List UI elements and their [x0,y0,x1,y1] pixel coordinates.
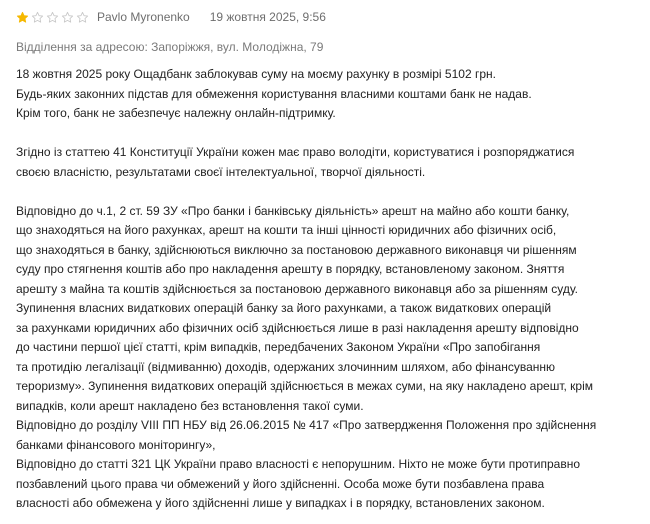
review-text-line: що знаходяться в банку, здійснюються виключно за постановою державного виконавця чи рішенням [16,242,577,257]
review-text-line: до частини першої цієї статті, крім випадків, передбачених Законом України «Про запобігання [16,340,541,354]
star-icon [61,11,74,24]
review-text [16,65,640,514]
review-text-line: Відповідно до статті 321 ЦК України право власності є непорушним. Ніхто не може бути протиправно [16,457,581,471]
review-text-line: 18 жовтня 2025 року Ощадбанк заблокував суму на моєму рахунку в розмірі 5102 грн. [16,67,496,81]
review-author[interactable]: Pavlo Myronenko [97,10,190,24]
star-icon [16,11,29,24]
review-text-line: суду про стягнення коштів або про накладення арешту в порядку, встановленому законом. Зняття [16,262,565,276]
review-text-line: що знаходяться на його рахунках, арешт на кошти та інші цінності юридичних або фізичних осіб, [16,223,557,237]
paragraph-gap [16,124,640,144]
review-text-line: тероризму». Зупинення видаткових операцій здійснюється в межах суми, на яку накладено арешт, крім [16,379,593,393]
review-text-line: арешту з майна та коштів здійснюється за постановою державного виконавця або за рішенням суду. [16,281,578,296]
review-text-line: Зупинення власних видаткових операцій банку за його рахунками, а також видаткових операцій [16,301,552,315]
star-icon [31,11,44,24]
review-date: 19 жовтня 2025, 9:56 [209,10,326,24]
review-text-line: позбавлений цього права чи обмежений у його здійсненні. Особа може бути позбавлена права [16,476,545,491]
review-text-line: своєю власністю, результатами своєї інтелектуальної, творчої діяльності. [16,164,426,179]
review-text-line: Відповідно до ч.1, 2 ст. 59 ЗУ «Про банки і банківську діяльність» арешт на майно або кошти банку, [16,203,570,218]
review-text-line: Відповідно до розділу VIII ПП НБУ від 26.06.2015 № 417 «Про затвердження Положення про здійснення [16,418,597,432]
review-header [16,8,640,26]
review-text-line: Крім того, банк не забезпечує належну онлайн-підтримку. [16,106,336,120]
review-text-line: за рахунками юридичних або фізичних осіб здійснюється лише в разі накладення арешту відповідно [16,320,579,335]
star-icon [46,11,59,24]
review-text-line: власності або обмежена у його здійсненні лише у випадках і в порядку, встановлених законом. [16,496,545,510]
review-text-line: Будь-яких законних підстав для обмеження користування власними коштами банк не надав. [16,86,532,101]
review-text-line: та протидію легалізації (відмиванню) доходів, одержаних злочинним шляхом, або фінансуванню [16,359,555,374]
star-rating [16,11,89,24]
star-icon [76,11,89,24]
review-text-line: випадків, коли арешт накладено без встановлення такої суми. [16,398,364,413]
review-text-line: Згідно із статтею 41 Конституції України кожен має право володіти, користуватися і розпоряджатися [16,145,575,159]
review-text-line: банками фінансового моніторингу», [16,437,216,452]
branch-address[interactable]: Відділення за адресою: Запоріжжя, вул. Молодіжна, 79 [16,40,324,54]
paragraph-gap [16,182,640,202]
